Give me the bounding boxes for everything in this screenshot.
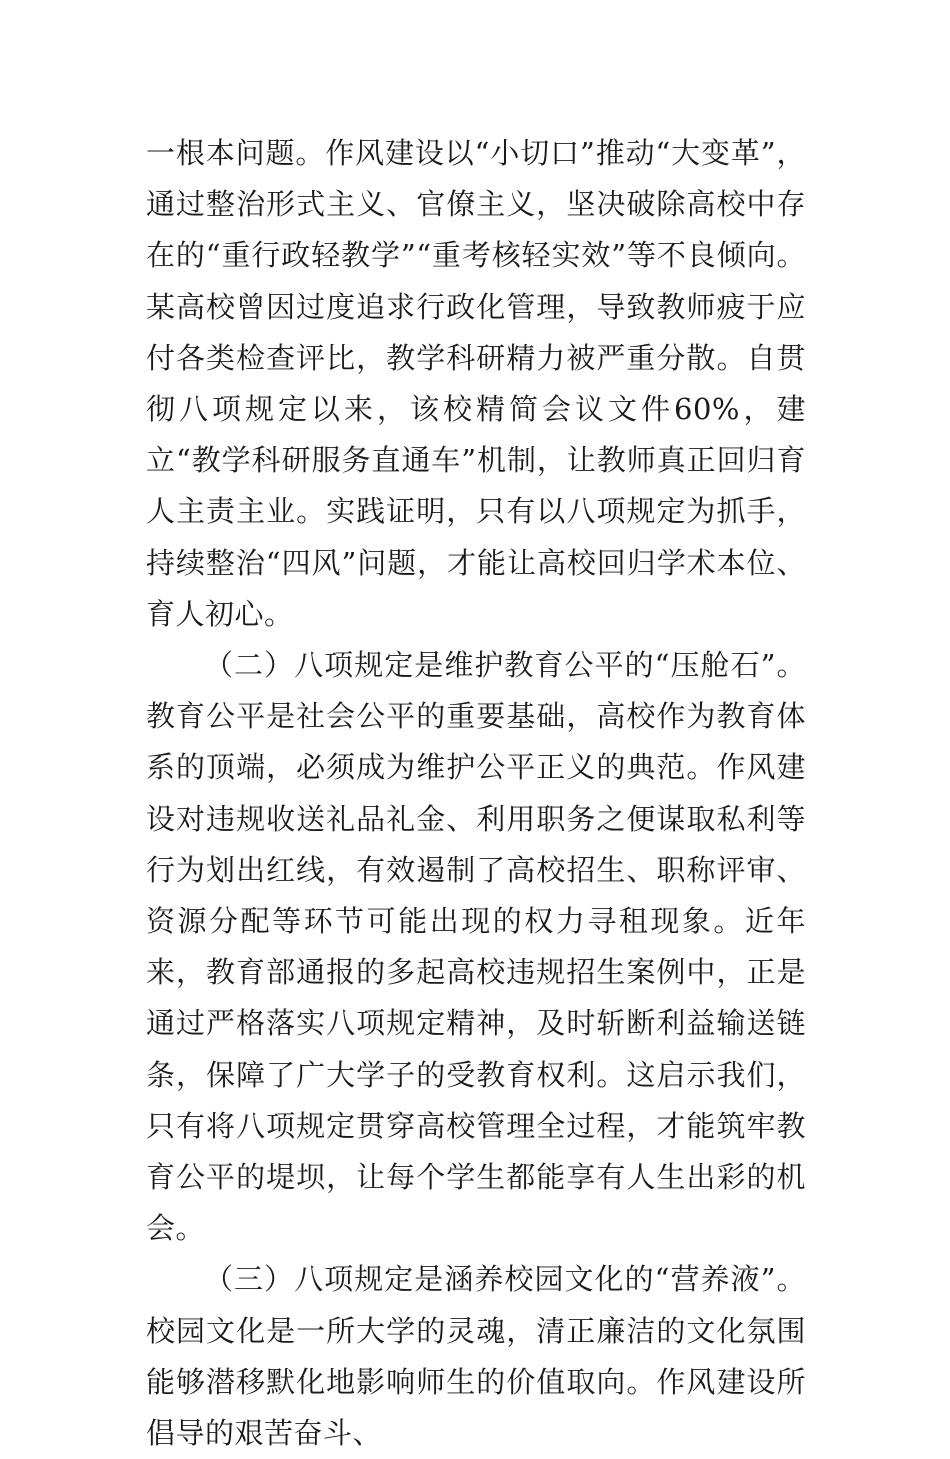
body-text [146,128,806,1459]
paragraph-continuation: 一根本问题。作风建设以“小切口”推动“大变革”，通过整治形式主义、官僚主义，坚决破除高校中存在的“重行政轻教学”“重考核轻实效”等不良倾向。某高校曾因过度追求行政化管理，导致教师疲于应付各类检查评比，教学科研精力被严重分散。自贯彻八项规定以来，该校精简会议文件60%，建立“教学科研服务直通车”机制，让教师真正回归育人主责主业。实践证明，只有以八项规定为抓手，持续整治“四风”问题，才能让高校回归学术本位、育人初心。 [146,136,806,631]
paragraph-section-two: （二）八项规定是维护教育公平的“压舱石”。教育公平是社会公平的重要基础，高校作为教育体系的顶端，必须成为维护公平正义的典范。作风建设对违规收送礼品礼金、利用职务之便谋取私利等行为划出红线，有效遏制了高校招生、职称评审、资源分配等环节可能出现的权力寻租现象。近年来，教育部通报的多起高校违规招生案例中，正是通过严格落实八项规定精神，及时斩断利益输送链条，保障了广大学子的受教育权利。这启示我们，只有将八项规定贯穿高校管理全过程，才能筑牢教育公平的堤坝，让每个学生都能享有人生出彩的机会。 [146,648,806,1246]
paragraph-section-three: （三）八项规定是涵养校园文化的“营养液”。校园文化是一所大学的灵魂，清正廉洁的文化氛围能够潜移默化地影响师生的价值取向。作风建设所倡导的艰苦奋斗、 [146,1262,806,1451]
